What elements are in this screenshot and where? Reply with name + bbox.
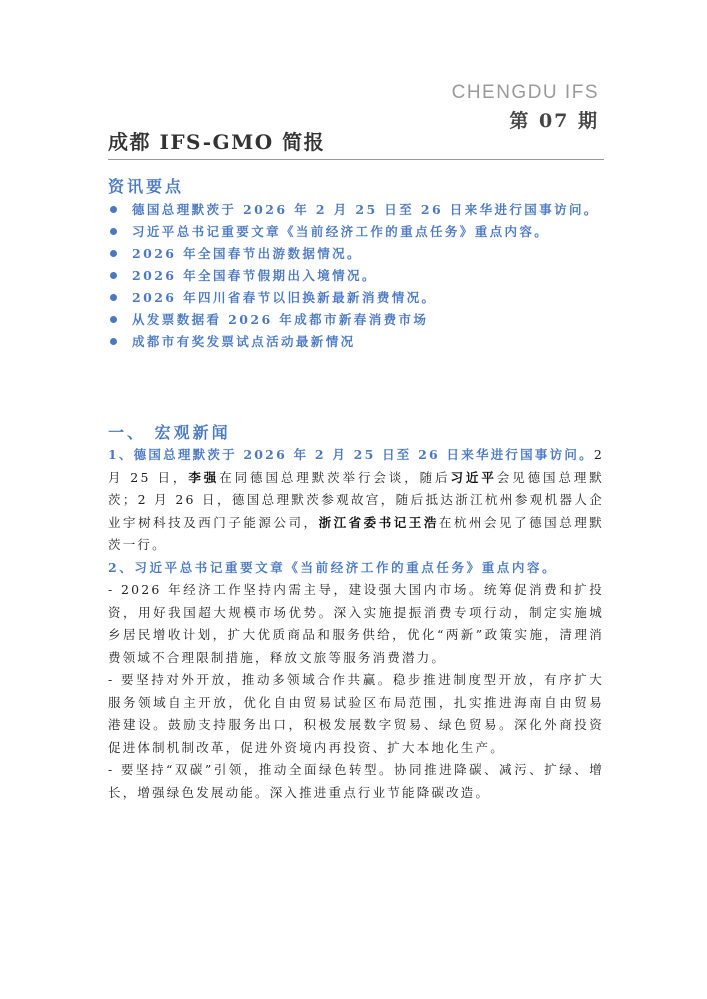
brand-name: CHENGDU IFS <box>451 82 599 103</box>
news-item-1-text: 会见德国总理默茨；2 月 26 日，德国总理默茨参观故宫，随后抵达浙江杭州参观机器人企业宇树科技及西门子能源公司， <box>108 469 604 530</box>
news-item-1-lead: 1、德国总理默茨于 2026 年 2 月 25 日至 26 日来华进行国事访问。 <box>108 447 594 462</box>
page-title: 成都 IFS-GMO 简报 <box>108 130 326 154</box>
highlights-heading: 资讯要点 <box>108 177 185 196</box>
issue-number: 第 07 期 <box>509 110 599 132</box>
person-name: 习近平 <box>450 469 497 485</box>
highlight-item: 2026 年全国春节出游数据情况。 <box>108 243 604 265</box>
highlight-item: 习近平总书记重要文章《当前经济工作的重点任务》重点内容。 <box>108 221 604 243</box>
news-item-1-text: 在杭州会见了德国总理默茨一行。 <box>108 514 604 552</box>
section-body <box>108 444 604 804</box>
title-divider <box>108 159 604 160</box>
news-item-2-paragraph: - 2026 年经济工作坚持内需主导，建设强大国内市场。统筹促消费和扩投资，用好我国超大规模市场优势。深入实施提振消费专项行动，制定实施城乡居民增收计划，扩大优质商品和服务供给，优化“两新”政策实施，清理消费领域不合理限制措施，释放文旅等服务消费潜力。 <box>108 582 604 665</box>
person-name: 浙江省委书记王浩 <box>318 514 439 530</box>
highlight-item: 2026 年全国春节假期出入境情况。 <box>108 265 604 287</box>
news-item-2-paragraph: - 要坚持“双碳”引领，推动全面绿色转型。协同推进降碳、减污、扩绿、增长，增强绿色发展动能。深入推进重点行业节能降碳改造。 <box>108 762 604 800</box>
highlight-item: 成都市有奖发票试点活动最新情况 <box>108 331 604 353</box>
highlight-item: 从发票数据看 2026 年成都市新春消费市场 <box>108 309 604 331</box>
news-item-2-heading: 2、习近平总书记重要文章《当前经济工作的重点任务》重点内容。 <box>108 559 558 575</box>
person-name: 李强 <box>188 469 220 485</box>
news-item-2-paragraph: - 要坚持对外开放，推动多领域合作共赢。稳步推进制度型开放，有序扩大服务领域自主开放，优化自由贸易试验区布局范围，扎实推进海南自由贸易港建设。鼓励支持服务出口，积极发展数字贸易、绿色贸易。深化外商投资促进体制机制改革，促进外资境内再投资、扩大本地化生产。 <box>108 672 604 755</box>
highlights-list <box>108 199 604 353</box>
highlight-item: 德国总理默茨于 2026 年 2 月 25 日至 26 日来华进行国事访问。 <box>108 199 604 221</box>
news-item-1-text: 2 月 25 日， <box>108 447 604 485</box>
news-item-1 <box>108 444 604 557</box>
section-heading-macro: 一、 宏观新闻 <box>108 423 231 442</box>
news-item-1-text: 在同德国总理默茨举行会谈，随后 <box>219 469 451 485</box>
highlight-item: 2026 年四川省春节以旧换新最新消费情况。 <box>108 287 604 309</box>
